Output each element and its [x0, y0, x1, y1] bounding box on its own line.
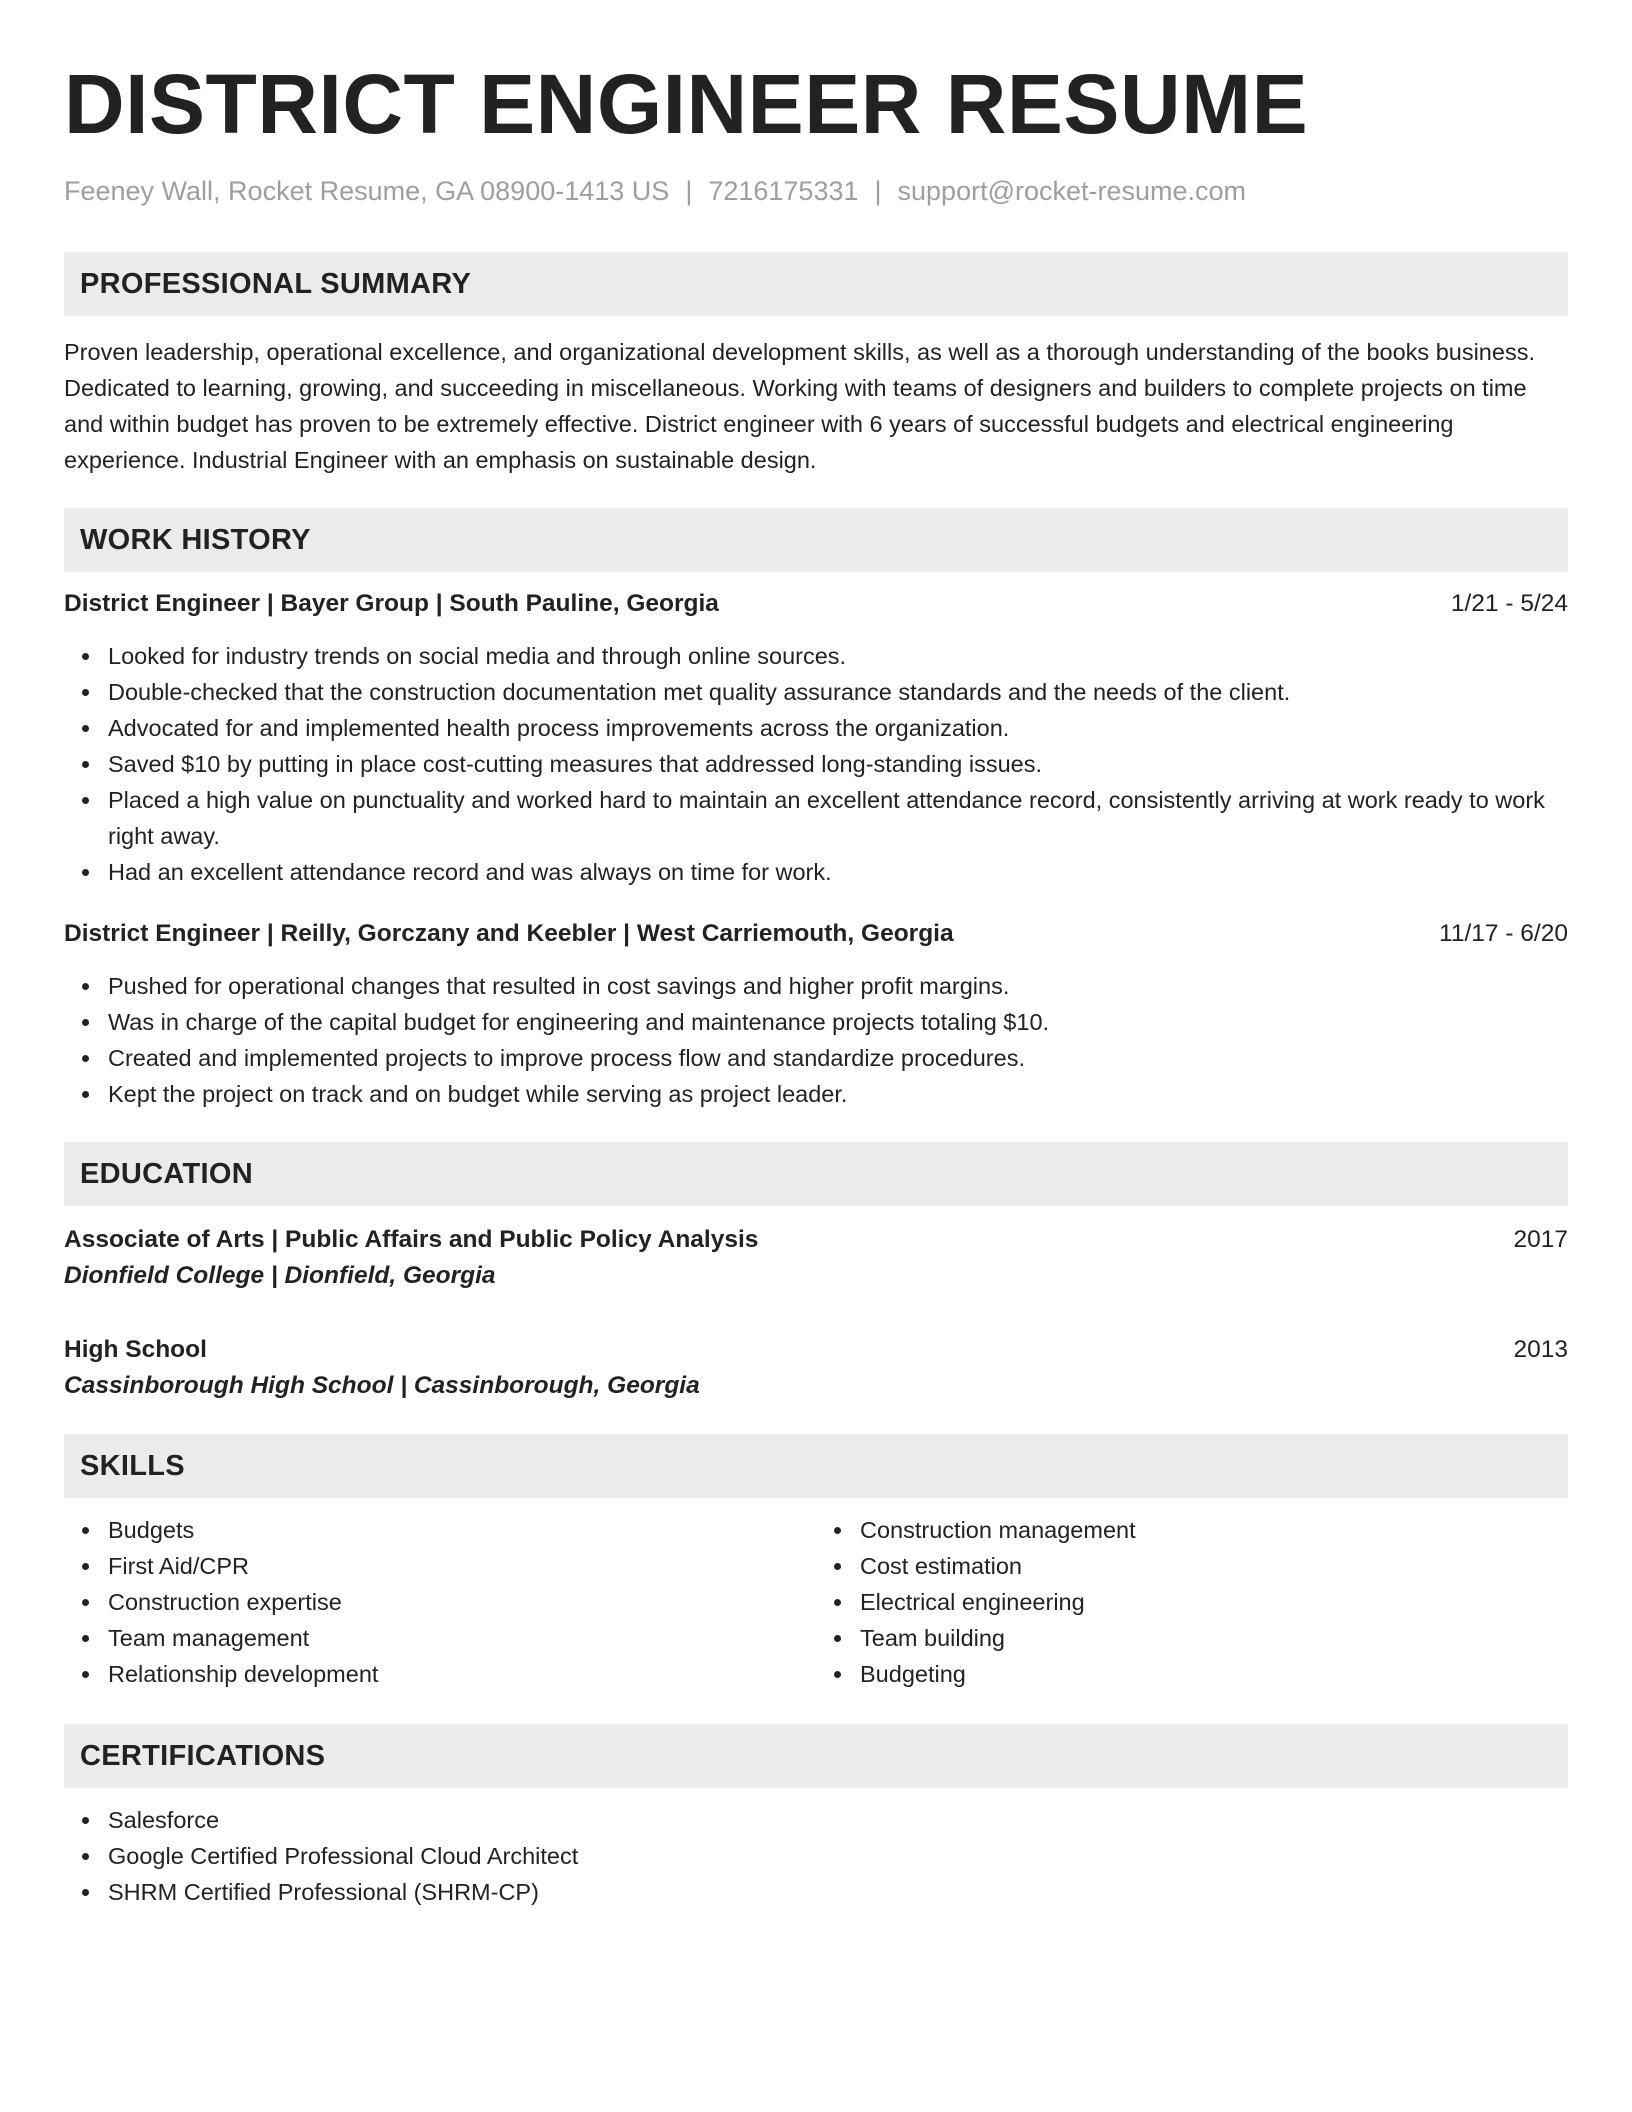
skills-column-left	[64, 1512, 816, 1692]
skill-item: Team building	[860, 1620, 1568, 1656]
job-bullet: Was in charge of the capital budget for engineering and maintenance projects totaling $10.	[108, 1004, 1568, 1040]
education-year: 2017	[1513, 1226, 1568, 1253]
education-school: Cassinborough High School | Cassinborough, Georgia	[64, 1372, 700, 1399]
contact-phone: 7216175331	[708, 176, 859, 206]
job-bullet: Double-checked that the construction documentation met quality assurance standards and the needs of the client.	[108, 674, 1568, 710]
job-header	[64, 586, 1568, 622]
certification-item: SHRM Certified Professional (SHRM-CP)	[108, 1874, 1568, 1910]
certification-item: Salesforce	[108, 1802, 1568, 1838]
job-bullet: Placed a high value on punctuality and worked hard to maintain an excellent attendance record, consistently arriving at work ready to work right away.	[108, 782, 1568, 854]
education-entry	[64, 1332, 1568, 1404]
section-header-work-history: WORK HISTORY	[64, 508, 1568, 572]
skill-item: Relationship development	[108, 1656, 816, 1692]
job-bullet: Had an excellent attendance record and was always on time for work.	[108, 854, 1568, 890]
skill-item: First Aid/CPR	[108, 1548, 816, 1584]
skill-item: Construction management	[860, 1512, 1568, 1548]
job-dates: 11/17 - 6/20	[1439, 920, 1568, 947]
education-header	[64, 1222, 1568, 1258]
education-degree: Associate of Arts | Public Affairs and Public Policy Analysis	[64, 1226, 759, 1253]
contact-line	[64, 174, 1568, 208]
job-title: District Engineer | Bayer Group | South Pauline, Georgia	[64, 590, 719, 617]
job-entry	[64, 916, 1568, 1112]
job-title: District Engineer | Reilly, Gorczany and Keebler | West Carriemouth, Georgia	[64, 920, 954, 947]
skill-item: Team management	[108, 1620, 816, 1656]
job-bullet: Created and implemented projects to improve process flow and standardize procedures.	[108, 1040, 1568, 1076]
skills-list	[816, 1512, 1568, 1692]
contact-separator: |	[685, 176, 693, 206]
section-header-summary: PROFESSIONAL SUMMARY	[64, 252, 1568, 316]
education-entry	[64, 1222, 1568, 1294]
certifications-list	[64, 1802, 1568, 1910]
skills-grid	[64, 1512, 1568, 1692]
education-degree: High School	[64, 1336, 207, 1363]
job-dates: 1/21 - 5/24	[1450, 590, 1568, 617]
skill-item: Cost estimation	[860, 1548, 1568, 1584]
education-year: 2013	[1513, 1336, 1568, 1363]
skill-item: Budgeting	[860, 1656, 1568, 1692]
education-header	[64, 1332, 1568, 1368]
job-bullet-list	[64, 968, 1568, 1112]
skill-item: Electrical engineering	[860, 1584, 1568, 1620]
job-bullet: Saved $10 by putting in place cost-cutting measures that addressed long-standing issues.	[108, 746, 1568, 782]
education-school: Dionfield College | Dionfield, Georgia	[64, 1262, 496, 1289]
job-bullet: Looked for industry trends on social media and through online sources.	[108, 638, 1568, 674]
section-header-education: EDUCATION	[64, 1142, 1568, 1206]
certification-item: Google Certified Professional Cloud Architect	[108, 1838, 1568, 1874]
job-bullet-list	[64, 638, 1568, 890]
section-header-skills: SKILLS	[64, 1434, 1568, 1498]
contact-address: Feeney Wall, Rocket Resume, GA 08900-1413 US	[64, 176, 670, 206]
job-header	[64, 916, 1568, 952]
skill-item: Budgets	[108, 1512, 816, 1548]
job-bullet: Kept the project on track and on budget while serving as project leader.	[108, 1076, 1568, 1112]
resume-title: DISTRICT ENGINEER RESUME	[64, 57, 1309, 151]
job-bullet: Pushed for operational changes that resulted in cost savings and higher profit margins.	[108, 968, 1568, 1004]
job-bullet: Advocated for and implemented health process improvements across the organization.	[108, 710, 1568, 746]
contact-email: support@rocket-resume.com	[897, 176, 1247, 206]
summary-text: Proven leadership, operational excellence, and organizational development skills, as well as a thorough understanding of the books business. Dedicated to learning, growing, and succeeding in miscellaneous. Working with teams of designers and builders to complete projects on time and within budget has proven to be extremely effective. District engineer with 6 years of successful budgets and electrical engineering experience. Industrial Engineer with an emphasis on sustainable design.	[64, 339, 1535, 473]
section-header-certifications: CERTIFICATIONS	[64, 1724, 1568, 1788]
job-entry	[64, 586, 1568, 890]
contact-separator: |	[874, 176, 882, 206]
skills-column-right	[816, 1512, 1568, 1692]
skill-item: Construction expertise	[108, 1584, 816, 1620]
skills-list	[64, 1512, 816, 1692]
